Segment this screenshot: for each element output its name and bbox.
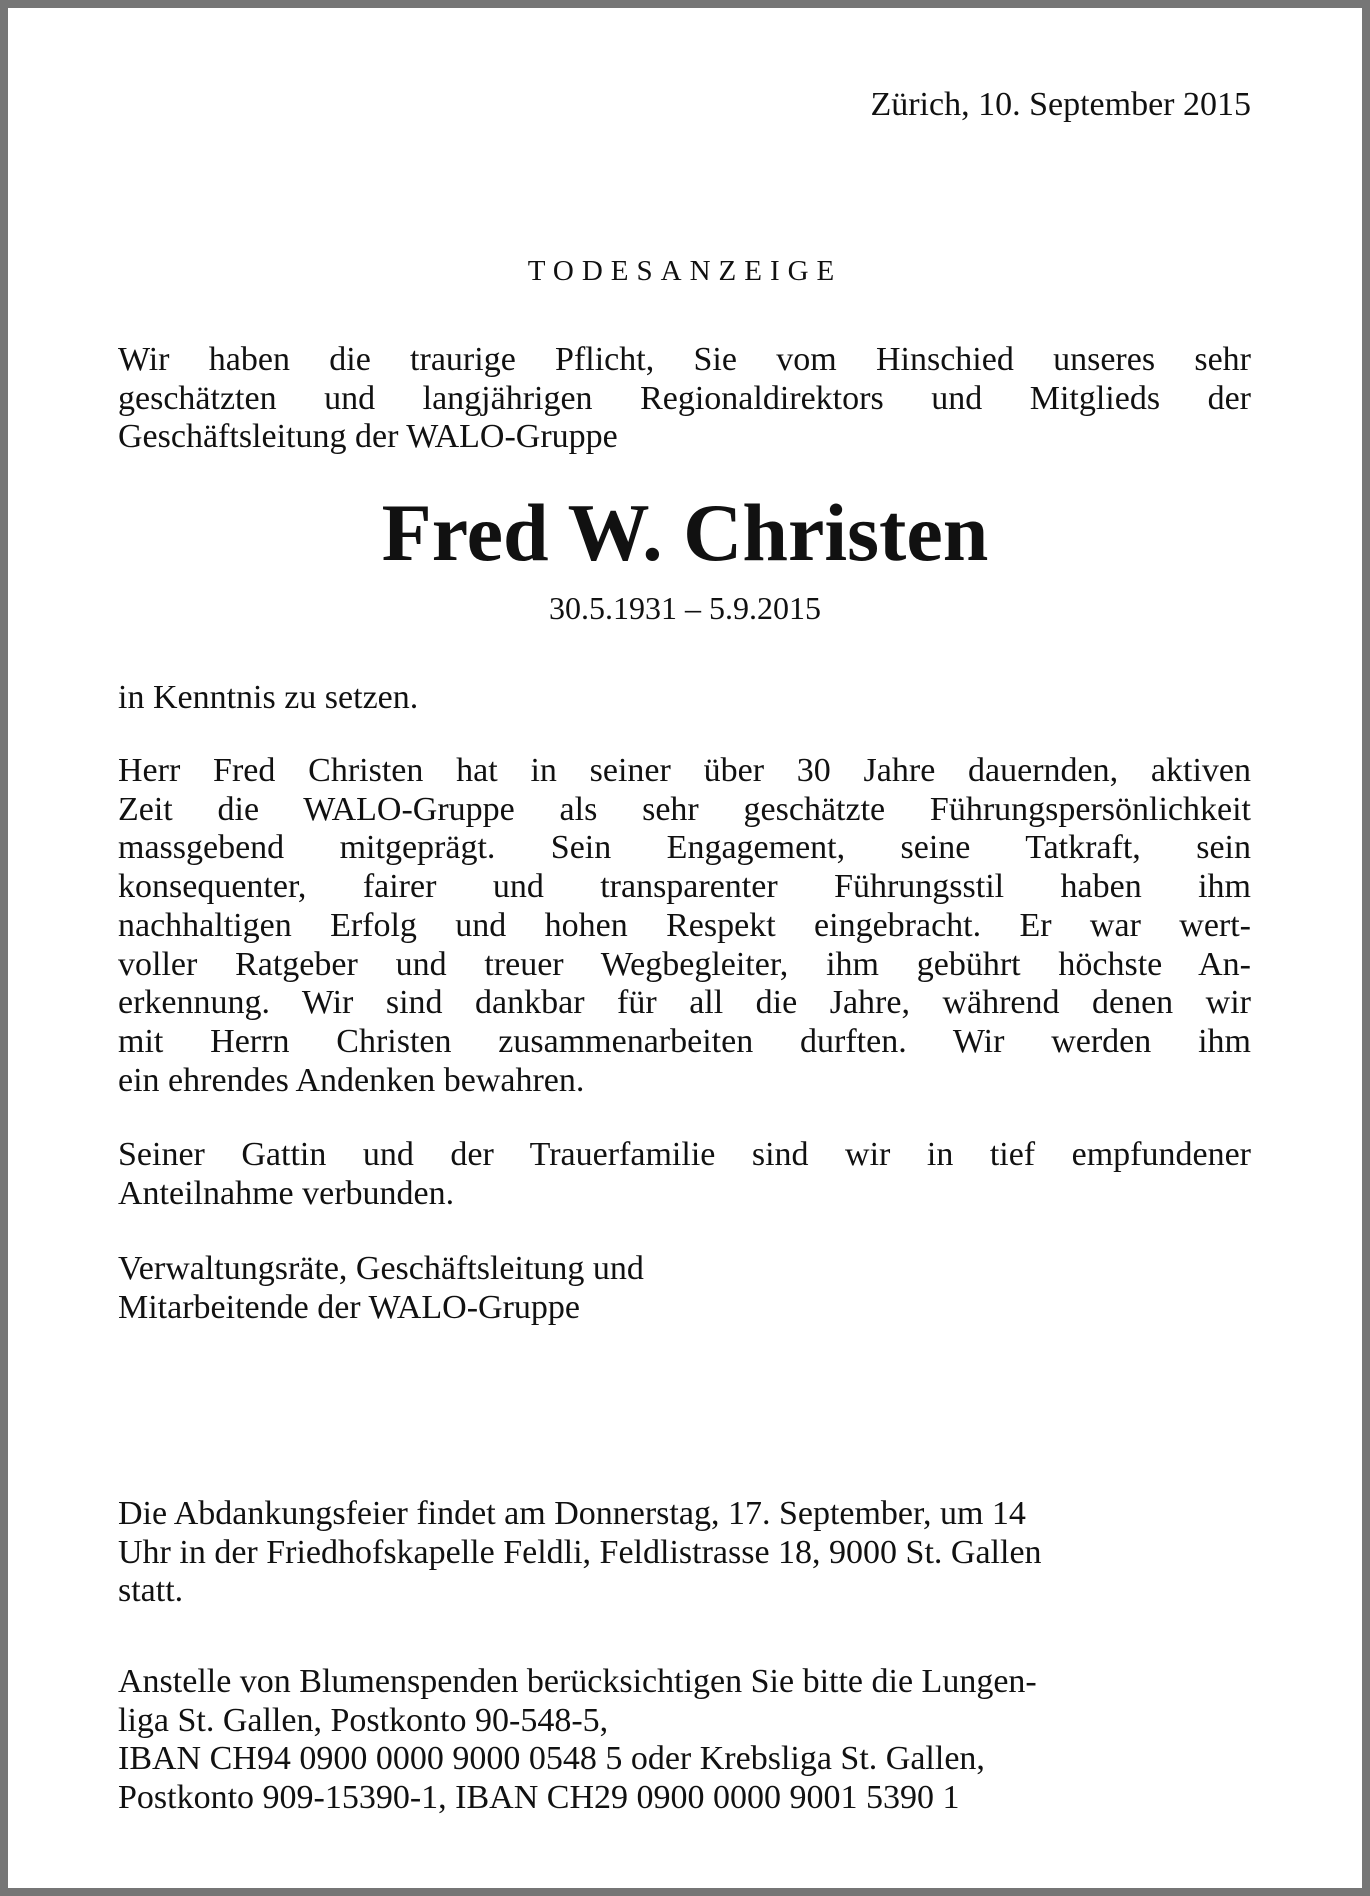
text-line: ein ehrendes Andenken bewahren.: [118, 1061, 585, 1099]
ceremony-info: [118, 1495, 1251, 1611]
text-line: Geschäftsleitung der WALO-Gruppe: [118, 418, 618, 456]
signature: [118, 1250, 1251, 1327]
text-line: massgebend mitgeprägt. Sein Engagement, seine Tatkraft, sein: [118, 829, 1251, 867]
text-line: Mitarbeitende der WALO-Gruppe: [118, 1288, 580, 1326]
deceased-name: Fred W. Christen: [381, 487, 989, 578]
text-line: Seiner Gattin und der Trauerfamilie sind wir in tief empfundener: [118, 1136, 1251, 1173]
text-line: erkennung. Wir sind dankbar für all die Jahre, während denen wir: [118, 984, 1251, 1022]
text-line: mit Herrn Christen zusammenarbeiten durften. Wir werden ihm: [118, 1022, 1251, 1060]
date-line: Zürich, 10. September 2015: [870, 86, 1251, 123]
text-line: statt.: [118, 1572, 184, 1610]
text-line: Anstelle von Blumenspenden berücksichtigen Sie bitte die Lungen-: [118, 1663, 1037, 1700]
text-line: Herr Fred Christen hat in seiner über 30 Jahre dauernden, aktiven: [118, 752, 1251, 789]
text-line: Anteilnahme verbunden.: [118, 1174, 455, 1212]
text-line: liga St. Gallen, Postkonto 90-548-5,: [118, 1701, 609, 1739]
text-line: nachhaltigen Erfolg und hohen Respekt eingebracht. Er war wert-: [118, 906, 1251, 944]
notice-heading: TODESANZEIGE: [527, 255, 843, 287]
text-line: Verwaltungsräte, Geschäftsleitung und: [118, 1250, 644, 1287]
tribute-paragraph: [118, 752, 1251, 1100]
text-line: Wir haben die traurige Pflicht, Sie vom Hinschied unseres sehr: [118, 341, 1251, 378]
text-line: konsequenter, fairer und transparenter Führungsstil haben ihm: [118, 868, 1251, 906]
text-line: Die Abdankungsfeier findet am Donnerstag, 17. September, um 14: [118, 1495, 1026, 1532]
donation-info: [118, 1663, 1251, 1818]
text-line: in Kenntnis zu setzen.: [118, 679, 419, 716]
text-line: Uhr in der Friedhofskapelle Feldli, Feldlistrasse 18, 9000 St. Gallen: [118, 1533, 1042, 1571]
condolence-paragraph: [118, 1136, 1251, 1213]
text-line: IBAN CH94 0900 0000 9000 0548 5 oder Krebsliga St. Gallen,: [118, 1740, 985, 1778]
text-line: Zeit die WALO-Gruppe als sehr geschätzte Führungspersönlichkeit: [118, 790, 1251, 828]
life-dates: 30.5.1931 – 5.9.2015: [549, 590, 821, 626]
text-line: voller Ratgeber und treuer Wegbegleiter, ihm gebührt höchste An-: [118, 945, 1251, 983]
text-line: Postkonto 909-15390-1, IBAN CH29 0900 0000 9001 5390 1: [118, 1779, 960, 1817]
intro-paragraph: [118, 341, 1251, 457]
text-line: geschätzten und langjährigen Regionaldirektors und Mitglieds der: [118, 379, 1251, 417]
intro-end: [118, 679, 1251, 718]
